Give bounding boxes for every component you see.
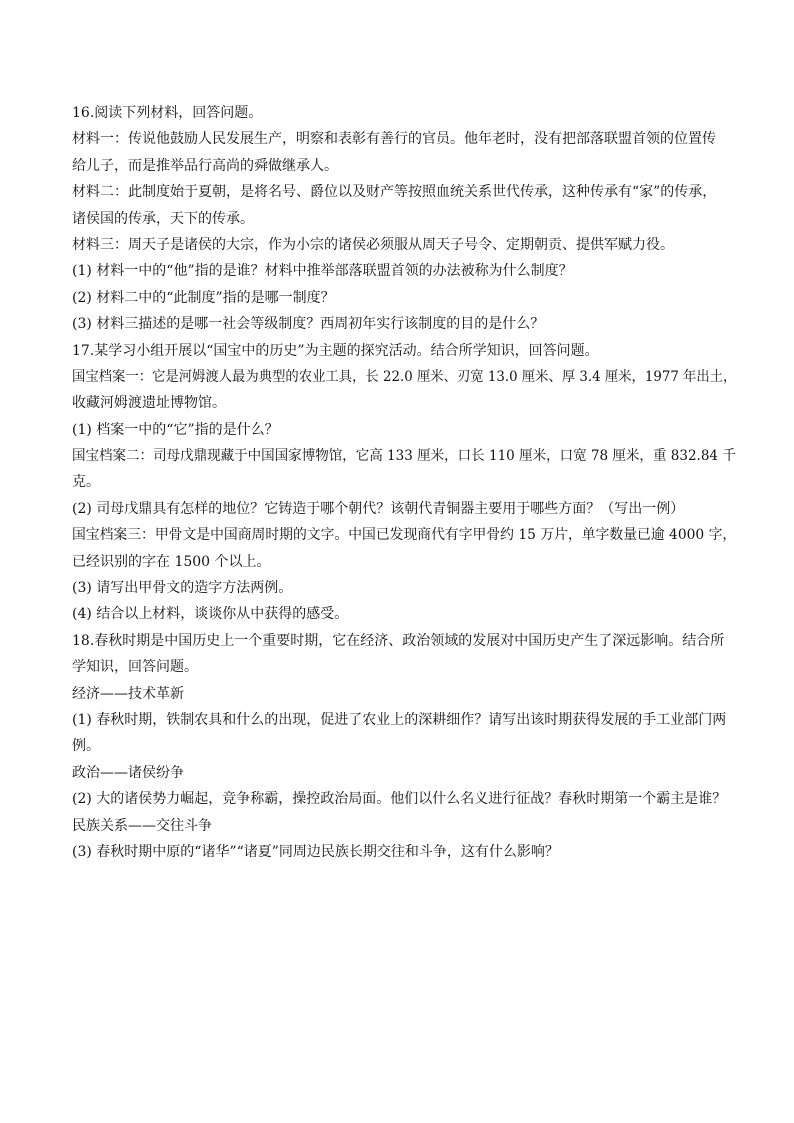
question-17-heading: 17.某学习小组开展以“国宝中的历史”为主题的探究活动。结合所学知识，回答问题。 [72,342,599,359]
material-three-line: 材料三：周天子是诸侯的大宗，作为小宗的诸侯必须服从周天子号令、定期朝贡、提供军赋力役。 [72,236,674,253]
material-one-line-2: 给儿子，而是推举品行高尚的舜做继承人。 [72,157,338,174]
question-17-part-1: (1) 档案一中的“它”指的是什么？ [72,421,279,438]
question-16-heading: 16.阅读下列材料，回答问题。 [72,105,263,121]
archive-three-line-1: 国宝档案三：甲骨文是中国商周时期的文字。中国已发现商代有字甲骨约 15 万片，单字数量已逾 4000 字， [72,527,737,544]
question-18-heading-line-1: 18.春秋时期是中国历史上一个重要时期，它在经济、政治领域的发展对中国历史产生了深远影响。结合所 [72,632,725,649]
question-16-part-2: (2) 材料二中的“此制度”指的是哪一制度？ [72,289,335,306]
question-18-part-1-line-1: (1) 春秋时期，铁制农具和什么的出现，促进了农业上的深耕细作？请写出该时期获得发展的手工业部门两 [72,711,727,728]
question-17-part-2: (2) 司母戊鼎具有怎样的地位？它铸造于哪个朝代？该朝代青铜器主要用于哪些方面？（写出一例） [72,500,685,517]
section-politics-title: 政治——诸侯纷争 [72,764,184,781]
question-16-part-1: (1) 材料一中的“他”指的是谁？材料中推举部落联盟首领的办法被称为什么制度？ [72,263,573,280]
material-two-line-2: 诸侯国的传承，天下的传承。 [72,210,254,227]
question-16-part-3: (3) 材料三描述的是哪一社会等级制度？西周初年实行该制度的目的是什么？ [72,316,545,333]
section-ethnic-relations-title: 民族关系——交往斗争 [72,817,212,834]
archive-one-line-2: 收藏河姆渡遗址博物馆。 [72,395,226,412]
material-two-line-1: 材料二：此制度始于夏朝，是将名号、爵位以及财产等按照血统关系世代传承，这种传承有“家”的传承， [72,184,717,201]
question-18-part-2: (2) 大的诸侯势力崛起，竞争称霸，操控政治局面。他们以什么名义进行征战？春秋时期第一个霸主是谁？ [72,791,727,808]
material-one-line-1: 材料一：传说他鼓励人民发展生产，明察和表彰有善行的官员。他年老时，没有把部落联盟首领的位置传 [72,131,716,148]
archive-three-line-2: 已经识别的字在 1500 个以上。 [72,553,271,570]
question-17-part-3: (3) 请写出甲骨文的造字方法两例。 [72,580,293,597]
question-18-part-1-line-2: 例。 [72,738,100,755]
archive-two-line-1: 国宝档案二：司母戊鼎现藏于中国国家博物馆，它高 133 厘米，口长 110 厘米，口宽 78 厘米，重 832.84 千 [72,448,736,465]
archive-one-line-1: 国宝档案一：它是河姆渡人最为典型的农业工具，长 22.0 厘米、刃宽 13.0 厘米、厚 3.4 厘米，1977 年出土， [72,368,737,385]
section-economy-title: 经济——技术革新 [72,685,184,702]
question-18-part-3: (3) 春秋时期中原的“诸华”“诸夏”同周边民族长期交往和斗争，这有什么影响？ [72,843,559,860]
archive-two-line-2: 克。 [72,474,100,491]
question-18-heading-line-2: 学知识，回答问题。 [72,659,198,676]
question-17-part-4: (4) 结合以上材料，谈谈你从中获得的感受。 [72,606,349,623]
document-body [72,100,736,865]
